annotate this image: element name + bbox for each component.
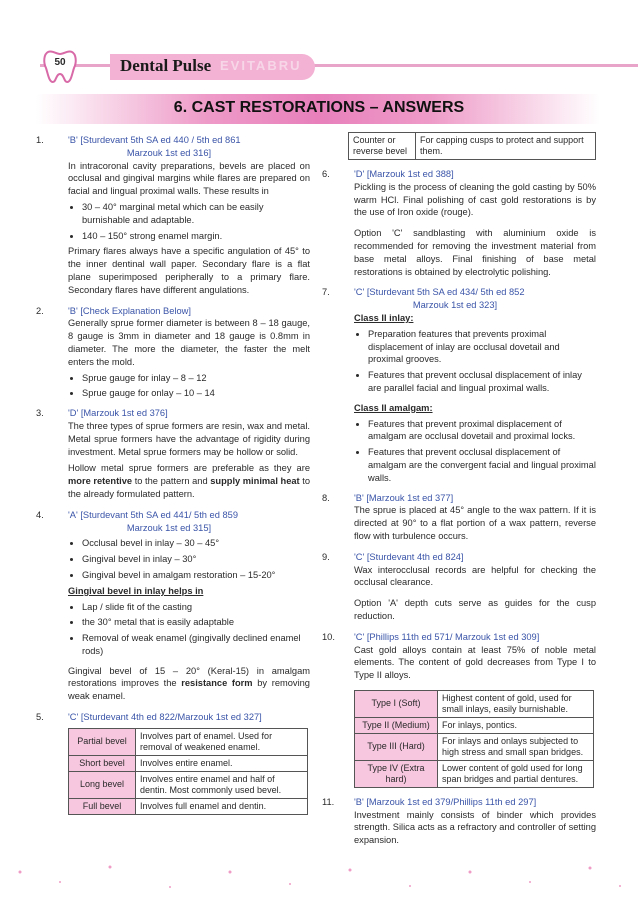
answer-number: 9.: [322, 551, 330, 562]
answer-number: 4.: [36, 509, 44, 520]
table-row: Long bevel Involves entire enamel and half of dentin. Most commonly used bevel.: [69, 771, 308, 798]
table-row: Type I (Soft) Highest content of gold, used for small inlays, easily burnishable.: [355, 690, 594, 717]
answer-number: 10.: [322, 631, 335, 642]
bullet-list: [354, 418, 596, 485]
answer-source-cont: Marzouk 1st ed 323]: [412, 300, 498, 311]
paragraph: Primary flares always have a specific angulation of 45° to the inner dentinal wall paper. Secondary flare is a flat plane superimposed peripherally to a primary flare. Secondary flares have different angulations.: [68, 246, 310, 295]
answer-source-cont: Marzouk 1st ed 316]: [126, 147, 212, 158]
list-item: • Features that prevent occlusal displacement of amalgam are the convergent facial and lingual proximal walls.: [368, 446, 596, 484]
paragraph: Investment mainly consists of binder which provides strength. Silica acts as a refractory and controller of setting expansion.: [354, 809, 596, 846]
paragraph: Cast gold alloys contain at least 75% of noble metal elements. The content of gold decreases from Type I to Type II alloys.: [354, 644, 596, 681]
answer-2: [36, 305, 310, 401]
answer-source-cont: Marzouk 1st ed 315]: [126, 522, 212, 533]
list-item: • Gingival bevel in amalgam restoration – 15-20°: [82, 569, 310, 582]
paragraph: Wax interocclusal records are helpful for checking the occlusal clearance.: [354, 564, 596, 588]
answer-4: [36, 509, 310, 703]
answer-source: 'D' [Marzouk 1st ed 376]: [68, 408, 168, 419]
table-row: Type II (Medium) For inlays, pontics.: [355, 717, 594, 733]
answer-5: [36, 711, 310, 815]
bullet-list: [354, 328, 596, 395]
table-row: Partial bevel Involves part of enamel. Used for removal of weakened enamel.: [69, 728, 308, 755]
answer-source: 'C' [Sturdevant 4th ed 822/Marzouk 1st ed 327]: [68, 712, 262, 723]
paragraph: Generally sprue former diameter is between 8 – 18 gauge, 8 gauge is 3mm in diameter and 18 gauge is 0.8mm in diameter. The more the diameter, the faster the melt enters the mold.: [68, 318, 310, 367]
list-item: • Gingival bevel in inlay – 30°: [82, 553, 310, 566]
answer-source: 'C' [Sturdevant 4th ed 824]: [354, 551, 464, 562]
bullet-list: [68, 372, 310, 401]
bullet-list: [68, 201, 310, 242]
answer-number: 3.: [36, 408, 44, 419]
answer-source: 'D' [Marzouk 1st ed 388]: [354, 169, 454, 179]
section-title: 6. CAST RESTORATIONS – ANSWERS: [173, 99, 465, 116]
answer-number: 2.: [36, 305, 44, 316]
counter-bevel-table: [348, 132, 596, 160]
paragraph: The sprue is placed at 45° angle to the wax pattern. If it is directed at 90° to a flat portion of a wax pattern, reverse flow with turbulence occurs.: [354, 505, 596, 541]
table-row: Type III (Hard) For inlays and onlays subjected to high stress and small span bridges.: [355, 733, 594, 760]
table-row: Type IV (Extra hard) Lower content of gold used for long span bridges and partial dentures.: [355, 760, 594, 787]
answer-number: 1.: [36, 135, 44, 145]
paragraph: Hollow metal sprue formers are preferable as they are more retentive to the pattern and supply minimal heat to the already formulated pattern.: [68, 463, 310, 499]
answer-10: [322, 631, 596, 788]
answer-9: [322, 551, 596, 623]
list-item: • Lap / slide fit of the casting: [82, 601, 310, 614]
answer-source: 'B' [Sturdevant 5th SA ed 440 / 5th ed 861: [68, 135, 241, 145]
book-title: Dental Pulse: [120, 56, 212, 75]
answer-number: 6.: [322, 169, 330, 179]
paragraph: The three types of sprue formers are resin, wax and metal. Metal sprue formers have the advantage of rigidity during investment. Metal sprue formers may be hollow or solid.: [68, 420, 310, 457]
list-item: • Features that prevent proximal displacement of amalgam are occlusal dovetail and proximal locks.: [368, 418, 596, 444]
answer-number: 5.: [36, 712, 44, 723]
answer-source: 'B' [Check Explanation Below]: [68, 305, 191, 316]
table-row: Counter or reverse bevel For capping cusps to protect and support them.: [349, 133, 596, 160]
right-column: [322, 132, 596, 847]
list-item: • Occlusal bevel in inlay – 30 – 45°: [82, 537, 310, 550]
list-item: • Sprue gauge for onlay – 10 – 14: [82, 387, 310, 400]
paragraph: Gingival bevel of 15 – 20° (Keral-15) in amalgam restorations improves the resistance form by removing weak enamel.: [68, 665, 310, 702]
page-number: 50: [54, 57, 66, 68]
table-row: Full bevel Involves full enamel and dentin.: [69, 798, 308, 814]
answer-number: 7.: [322, 287, 330, 298]
gold-type-table: [354, 690, 594, 788]
answer-7: [322, 286, 596, 484]
list-item: • Preparation features that prevents proximal displacement of inlay are occlusal dovetail and proximal grooves.: [368, 328, 596, 366]
paragraph: In intracoronal cavity preparations, bevels are placed on occlusal and gingival margins while flares are prepared on facial and lingual proximal walls. These results in: [68, 160, 310, 197]
answer-source: 'B' [Marzouk 1st ed 379/Phillips 11th ed 297]: [354, 796, 537, 807]
answer-source: 'A' [Sturdevant 5th SA ed 441/ 5th ed 859: [68, 509, 238, 520]
list-item: • the 30° metal that is easily adaptable: [82, 616, 310, 629]
subheading: Gingival bevel in inlay helps in: [68, 585, 204, 596]
paragraph: Pickling is the process of cleaning the gold casting by 50% warm HCl. Final polishing of cast gold restorations is by the use of Iron oxide (rouge).: [354, 181, 596, 218]
list-item: • 140 – 150° strong enamel margin.: [82, 230, 310, 243]
subheading: Class II inlay:: [354, 312, 414, 323]
table-row: Short bevel Involves entire enamel.: [69, 755, 308, 771]
page-header: [0, 44, 638, 86]
subheading: Class II amalgam:: [354, 402, 433, 413]
answer-11: [322, 796, 596, 847]
list-item: • Removal of weak enamel (gingivally declined enamel rods): [82, 632, 310, 658]
answer-source: 'B' [Marzouk 1st ed 377]: [354, 492, 454, 503]
answer-source: 'C' [Phillips 11th ed 571/ Marzouk 1st ed 309]: [354, 631, 540, 642]
list-item: • Sprue gauge for inlay – 8 – 12: [82, 372, 310, 385]
answer-source: 'C' [Sturdevant 5th SA ed 434/ 5th ed 852: [354, 287, 525, 298]
list-item: • 30 – 40° marginal metal which can be easily burnishable and adaptable.: [82, 201, 310, 227]
paragraph: Option 'C' sandblasting with aluminium oxide is recommended for removing the investment material from base metal alloys. Final finishing of base metal restorations is obtained by electrolytic polishing.: [354, 228, 596, 277]
answer-number: 11.: [322, 796, 335, 807]
paragraph: Option 'A' depth cuts serve as guides for the cusp reduction.: [354, 598, 596, 621]
answer-3: [36, 407, 310, 501]
answer-1: [36, 134, 310, 297]
left-column: [36, 134, 310, 815]
footer-decoration: [0, 842, 638, 902]
bevel-table: [68, 728, 308, 815]
list-item: • Features that prevent occlusal displacement of inlay are parallel facial and lingual proximal walls.: [368, 369, 596, 395]
answer-8: [322, 492, 596, 543]
bullet-list: [68, 537, 310, 581]
answer-6: [322, 168, 596, 278]
watermark: EVITABRU: [220, 58, 302, 73]
answer-number: 8.: [322, 492, 330, 503]
bullet-list: [68, 601, 310, 658]
